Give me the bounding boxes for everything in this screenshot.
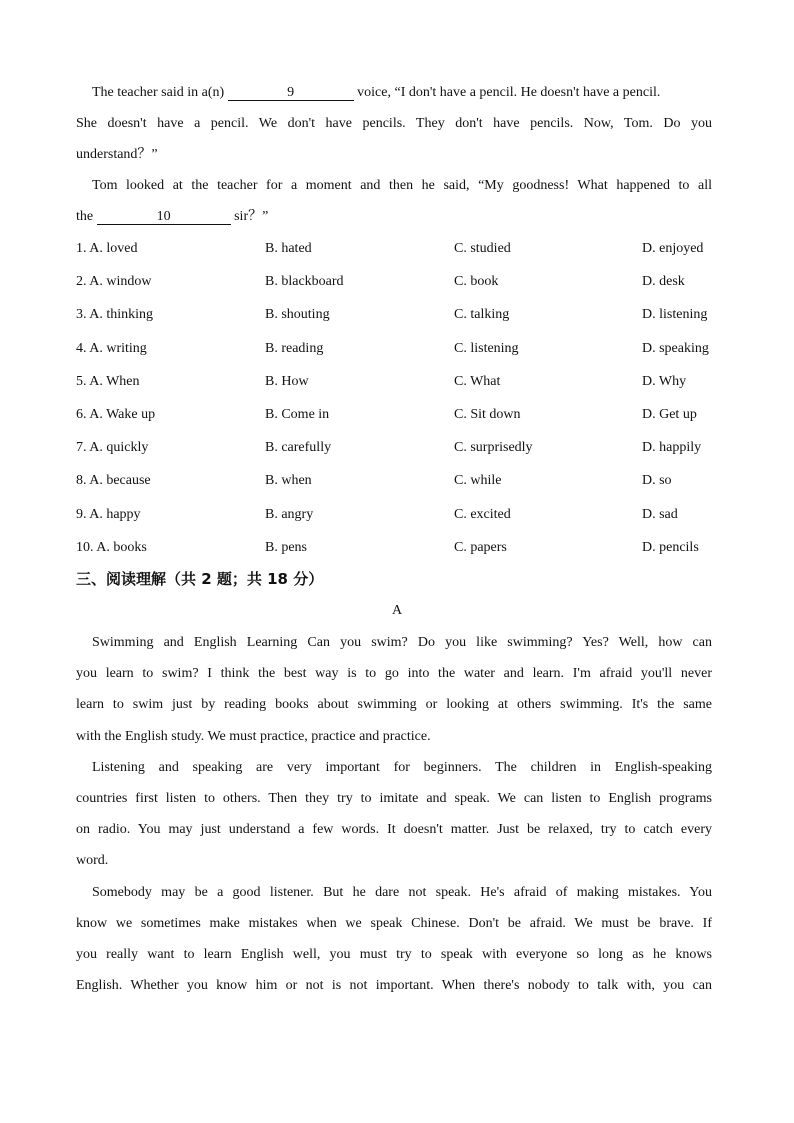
option-d: D. Why bbox=[642, 374, 687, 389]
passage-line: Somebody may be a good listener. But he dare not speak. He's afraid of making mistakes. You bbox=[92, 885, 712, 900]
cloze-line-5 bbox=[76, 208, 716, 226]
passage-line: you learn to swim? I think the best way is to go into the water and learn. I'm afraid you'll never bbox=[76, 666, 712, 681]
question-row bbox=[76, 306, 726, 324]
option-d: D. pencils bbox=[642, 540, 699, 555]
option-b: B. reading bbox=[265, 341, 324, 356]
option-c: C. talking bbox=[454, 307, 510, 322]
question-row bbox=[76, 273, 726, 291]
cloze-line-2: She doesn't have a pencil. We don't have pencils. They don't have pencils. Now, Tom. Do you bbox=[76, 116, 712, 131]
question-row bbox=[76, 539, 726, 557]
cloze-line-3: understand？” bbox=[76, 147, 158, 162]
option-b: B. blackboard bbox=[265, 274, 344, 289]
cloze-text: the bbox=[76, 209, 94, 224]
option-c: C. listening bbox=[454, 341, 519, 356]
option-d: D. desk bbox=[642, 274, 685, 289]
section-heading: 三、阅读理解（共 2 题；共 18 分） bbox=[76, 570, 324, 588]
passage-line: learn to swim just by reading books about swimming or looking at others swimming. It's the same bbox=[76, 697, 712, 712]
option-b: B. angry bbox=[265, 507, 314, 522]
option-a bbox=[76, 472, 151, 490]
option-a bbox=[76, 439, 148, 457]
passage-line: with the English study. We must practice, practice and practice. bbox=[76, 729, 431, 744]
question-number: 2. bbox=[76, 274, 87, 289]
question-number: 9. bbox=[76, 507, 87, 522]
question-row bbox=[76, 439, 726, 457]
passage-line: English. Whether you know him or not is not important. When there's nobody to talk with, you can bbox=[76, 978, 712, 993]
option-c: C. papers bbox=[454, 540, 507, 555]
cloze-text: voice, “I don't have a pencil. He doesn't have a pencil. bbox=[357, 85, 661, 100]
option-text: A. quickly bbox=[89, 440, 149, 455]
question-row bbox=[76, 240, 726, 258]
question-number: 10. bbox=[76, 540, 94, 555]
option-a bbox=[76, 373, 140, 391]
option-b: B. hated bbox=[265, 241, 312, 256]
option-text: A. Wake up bbox=[89, 407, 156, 422]
passage-line: you really want to learn English well, you must try to speak with everyone so long as he knows bbox=[76, 947, 712, 962]
option-d: D. speaking bbox=[642, 341, 709, 356]
option-b: B. when bbox=[265, 473, 312, 488]
passage-line: Swimming and English Learning Can you swim? Do you like swimming? Yes? Well, how can bbox=[92, 635, 712, 650]
question-row bbox=[76, 472, 726, 490]
option-c: C. book bbox=[454, 274, 499, 289]
passage-line: Listening and speaking are very important for beginners. The children in English-speaking bbox=[92, 760, 712, 775]
answer-blank-9: 9 bbox=[228, 86, 354, 101]
option-d: D. happily bbox=[642, 440, 702, 455]
option-d: D. enjoyed bbox=[642, 241, 704, 256]
question-row bbox=[76, 373, 726, 391]
passage-line: word. bbox=[76, 853, 109, 868]
question-number: 7. bbox=[76, 440, 87, 455]
option-text: A. because bbox=[89, 473, 151, 488]
option-c: C. excited bbox=[454, 507, 511, 522]
option-a bbox=[76, 539, 147, 557]
option-a bbox=[76, 273, 151, 291]
passage-line: know we sometimes make mistakes when we speak Chinese. Don't be afraid. We must be brave. If bbox=[76, 916, 712, 931]
question-number: 8. bbox=[76, 473, 87, 488]
option-a bbox=[76, 506, 141, 524]
passage-line: on radio. You may just understand a few words. It doesn't matter. Just be relaxed, try to catch every bbox=[76, 822, 712, 837]
option-a bbox=[76, 240, 137, 258]
option-text: A. writing bbox=[89, 341, 147, 356]
option-c: C. while bbox=[454, 473, 502, 488]
option-a bbox=[76, 340, 147, 358]
cloze-text: sir？” bbox=[234, 209, 269, 224]
option-d: D. listening bbox=[642, 307, 708, 322]
question-row bbox=[76, 506, 726, 524]
option-a bbox=[76, 406, 155, 424]
question-number: 5. bbox=[76, 374, 87, 389]
question-number: 6. bbox=[76, 407, 87, 422]
option-text: A. books bbox=[96, 540, 147, 555]
option-d: D. Get up bbox=[642, 407, 697, 422]
option-a bbox=[76, 306, 153, 324]
cloze-text: The teacher said in a(n) bbox=[92, 85, 225, 100]
option-c: C. What bbox=[454, 374, 501, 389]
answer-blank-10: 10 bbox=[97, 210, 231, 225]
option-text: A. loved bbox=[89, 241, 138, 256]
option-b: B. carefully bbox=[265, 440, 332, 455]
option-b: B. How bbox=[265, 374, 309, 389]
option-b: B. shouting bbox=[265, 307, 330, 322]
option-c: C. surprisedly bbox=[454, 440, 533, 455]
question-number: 4. bbox=[76, 341, 87, 356]
option-text: A. When bbox=[89, 374, 140, 389]
cloze-line-4: Tom looked at the teacher for a moment and then he said, “My goodness! What happened to all bbox=[92, 178, 712, 193]
option-c: C. studied bbox=[454, 241, 511, 256]
passage-line: countries first listen to others. Then they try to imitate and speak. We can listen to English programs bbox=[76, 791, 712, 806]
question-row bbox=[76, 406, 726, 424]
option-d: D. so bbox=[642, 473, 672, 488]
question-row bbox=[76, 340, 726, 358]
cloze-line-1 bbox=[92, 84, 732, 102]
question-number: 1. bbox=[76, 241, 87, 256]
question-number: 3. bbox=[76, 307, 87, 322]
passage-label: A bbox=[391, 603, 403, 618]
option-text: A. happy bbox=[89, 507, 141, 522]
option-text: A. thinking bbox=[89, 307, 154, 322]
option-d: D. sad bbox=[642, 507, 678, 522]
option-b: B. Come in bbox=[265, 407, 330, 422]
option-c: C. Sit down bbox=[454, 407, 521, 422]
option-text: A. window bbox=[89, 274, 152, 289]
option-b: B. pens bbox=[265, 540, 307, 555]
